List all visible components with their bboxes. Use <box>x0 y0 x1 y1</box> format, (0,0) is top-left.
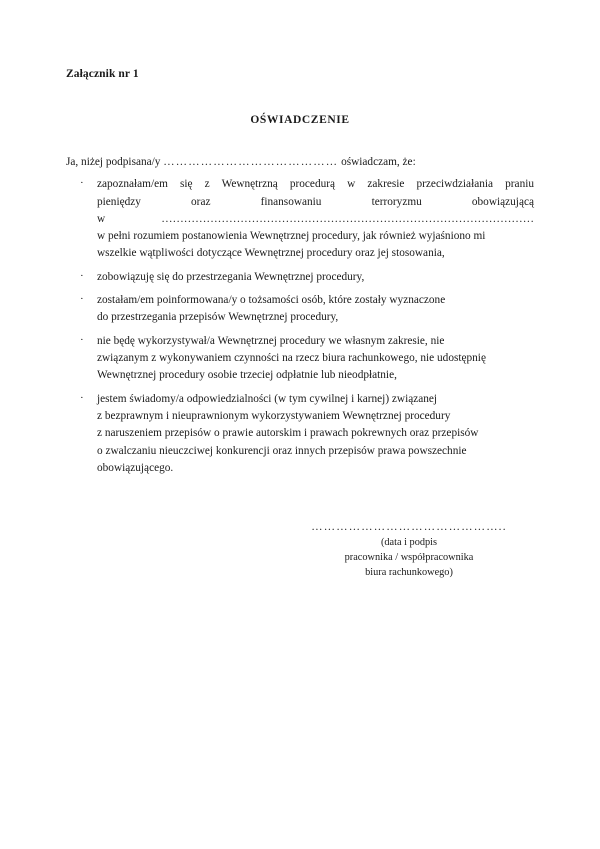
signature-caption <box>284 536 534 581</box>
list-item <box>66 269 534 286</box>
clause-line: jestem świadomy/a odpowiedzialności (w tym cywilnej i karnej) związanej <box>97 393 438 406</box>
clause-line: w pełni rozumiem postanowienia Wewnętrznej procedury, jak również wyjaśniono mi <box>97 229 486 242</box>
intro-text-before: Ja, niżej podpisana/y <box>66 156 161 168</box>
clause-line: zostałam/em poinformowana/y o tożsamości osób, które zostały wyznaczone <box>97 294 446 307</box>
bullet-icon: · <box>80 269 84 282</box>
clause-line: wszelkie wątpliwości dotyczące Wewnętrznej procedury oraz jej stosowania, <box>97 247 445 259</box>
clause-line: zapoznałam/em się z Wewnętrzną procedurą w zakresie przeciwdziałania praniu <box>97 178 534 191</box>
list-item <box>66 391 534 477</box>
attachment-label: Załącznik nr 1 <box>66 68 139 80</box>
clause-line: zobowiązuję się do przestrzegania Wewnętrznej procedury, <box>97 270 365 283</box>
clause-line: z bezprawnym i nieuprawnionym wykorzystywaniem Wewnętrznej procedury <box>97 410 451 423</box>
clause-line: do przestrzegania przepisów Wewnętrznej procedury, <box>97 311 339 324</box>
clause-line: obowiązującego. <box>97 461 174 474</box>
clause-line: związanym z wykonywaniem czynności na rzecz biura rachunkowego, nie udostępnię <box>97 352 486 365</box>
list-item <box>66 292 534 326</box>
declaration-intro <box>66 154 534 170</box>
clause-line: o zwalczaniu nieuczciwej konkurencji oraz innych przepisów prawa powszechnie <box>97 444 467 457</box>
bullet-icon: · <box>80 334 84 347</box>
bullet-icon: · <box>80 293 84 306</box>
signature-line: ……………………………………….. <box>311 520 507 533</box>
list-item <box>66 176 534 262</box>
clause-line: pieniędzy oraz finansowaniu terroryzmu obowiązującą <box>97 195 534 208</box>
clause-line: nie będę wykorzystywał/a Wewnętrznej procedury we własnym zakresie, nie <box>97 335 445 348</box>
clause-line: z naruszeniem przepisów o prawie autorskim i prawach pokrewnych oraz przepisów <box>97 427 479 440</box>
intro-text-after: oświadczam, że: <box>341 156 416 168</box>
signature-caption-line: pracownika / współpracownika <box>344 551 474 563</box>
page-title: OŚWIADCZENIE <box>250 114 350 126</box>
clause-list <box>66 176 534 477</box>
list-item <box>66 333 534 384</box>
document-body <box>66 68 534 581</box>
bullet-icon: · <box>80 177 84 190</box>
clause-line: Wewnętrznej procedury osobie trzeciej odpłatnie lub nieodpłatnie, <box>97 369 397 382</box>
signature-name-blank: …………………………………… <box>163 156 339 168</box>
bullet-icon: · <box>80 392 84 405</box>
signature-block <box>66 521 534 581</box>
signature-caption-line: (data i podpis <box>380 536 438 548</box>
signature-caption-line: biura rachunkowego) <box>365 566 453 578</box>
clause-line: w ……………………………………………………………………………………… <box>97 212 534 225</box>
